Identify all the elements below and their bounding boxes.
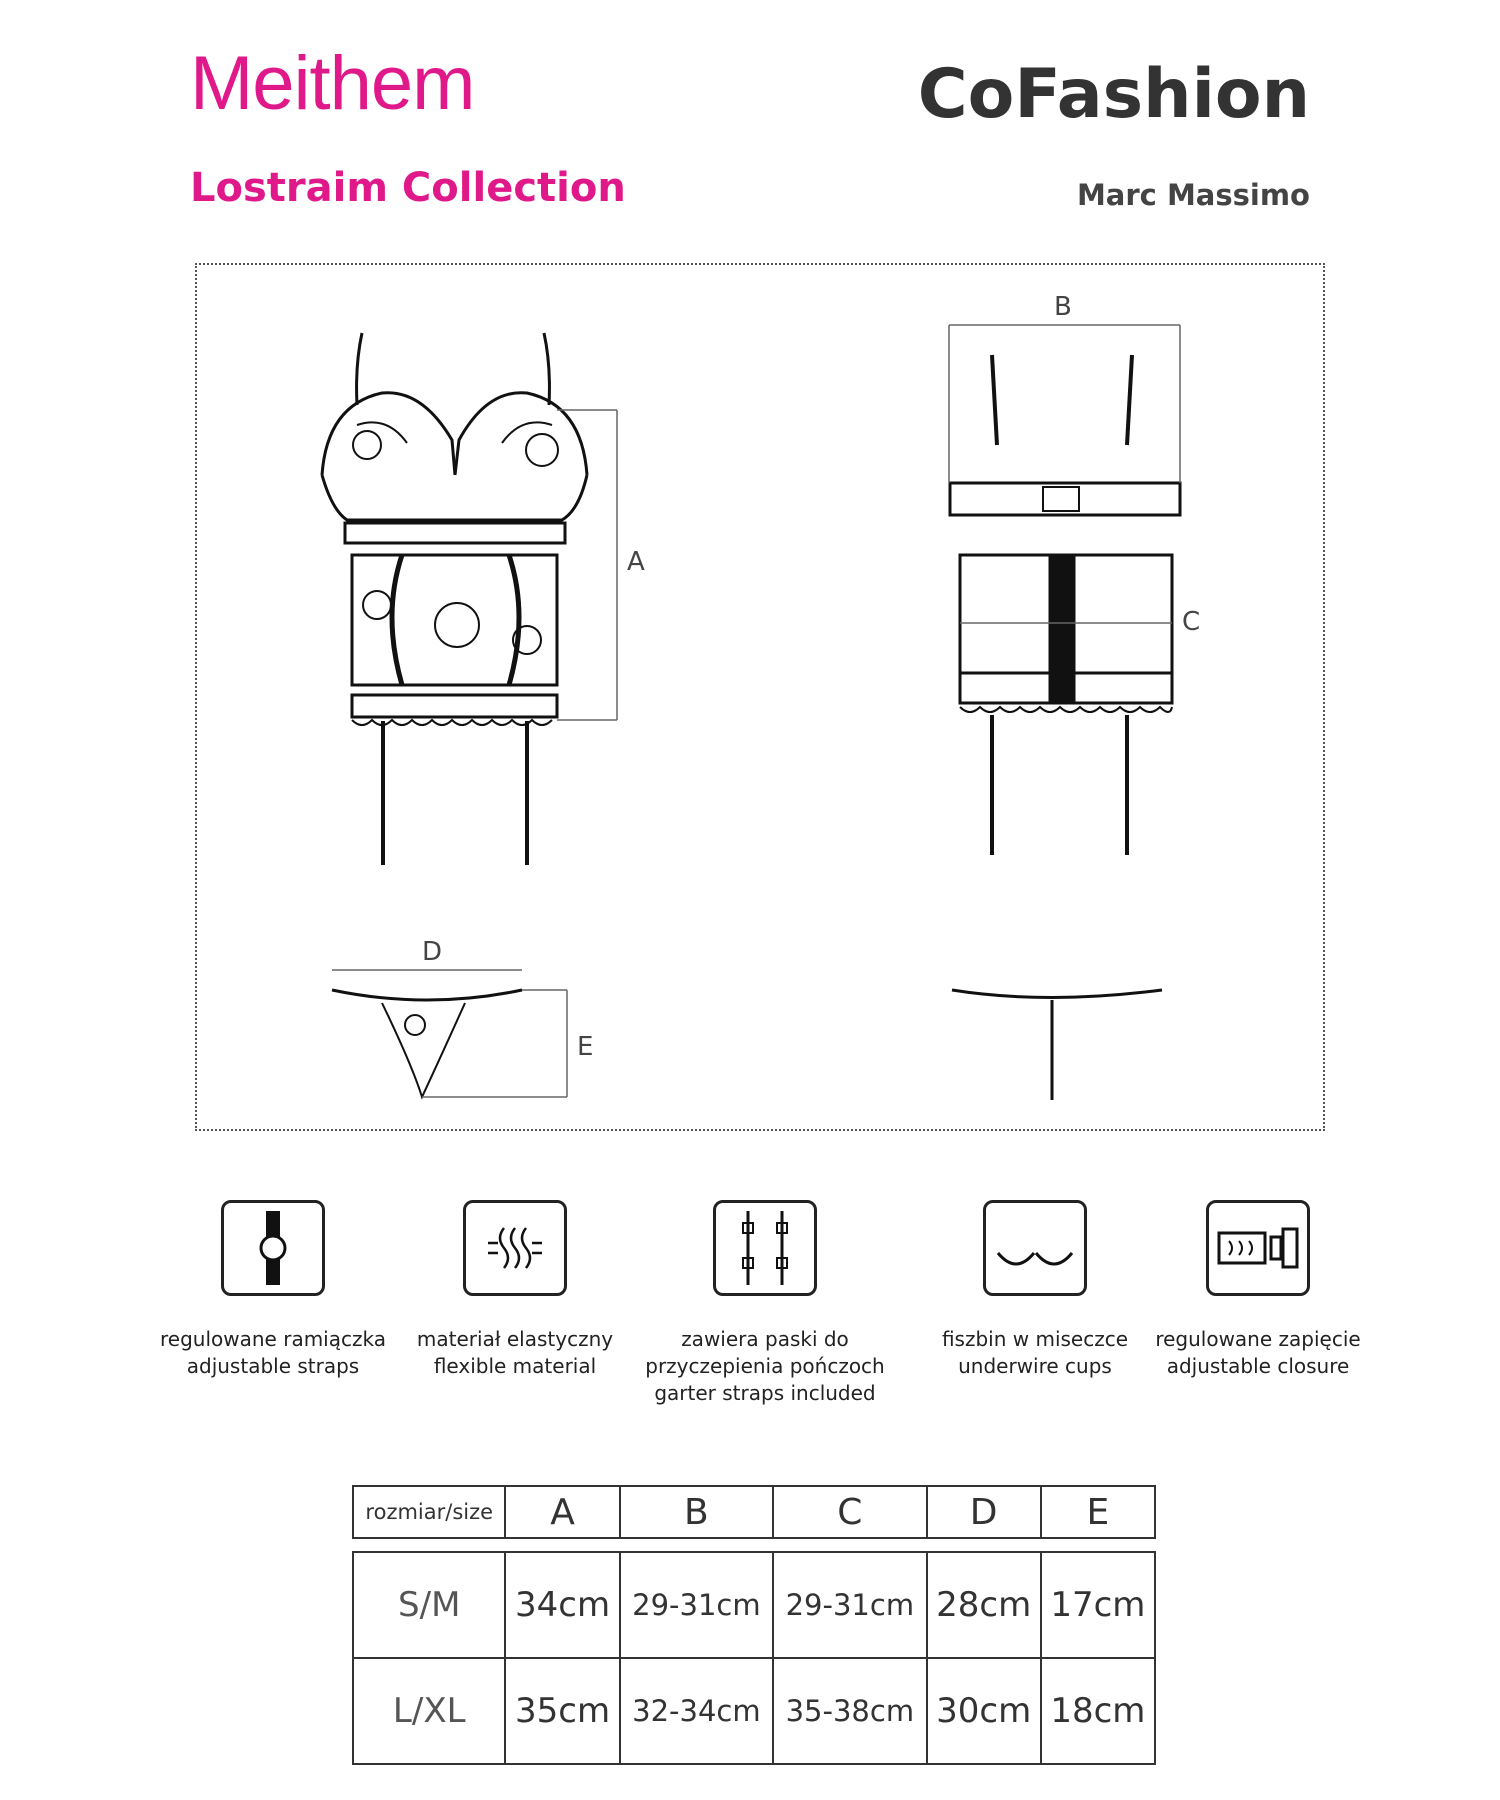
feature-adjustable-closure [1133,1200,1383,1380]
feature-label-en: flexible material [433,1354,597,1378]
size-header-e: E [1041,1486,1155,1538]
bustier-back-drawing [950,355,1180,855]
size-cell: S/M [353,1552,505,1658]
feature-label-en: adjustable straps [186,1354,360,1378]
thong-front-drawing [332,990,522,1097]
feature-label-pl: fiszbin w miseczce [941,1327,1129,1351]
dimension-a-marker [557,410,617,720]
garter-straps-icon [713,1200,817,1296]
measure-cell: 35-38cm [773,1658,926,1764]
feature-label-pl: materiał elastyczny [416,1327,614,1351]
size-header-c: C [773,1486,926,1538]
feature-label-pl-1: zawiera paski do [681,1327,849,1351]
size-header-b: B [620,1486,773,1538]
dimension-label-b: B [1054,292,1072,322]
feature-label-pl: regulowane ramiączka [160,1327,386,1351]
brand-logo-cofashion: CoFashion [917,55,1310,134]
size-header-label: rozmiar/size [353,1486,505,1538]
dimension-label-c: C [1182,607,1201,637]
size-chart-table [352,1485,1156,1765]
brand-logo-meithem: Meithem [190,41,475,126]
dimension-label-d: D [422,937,443,967]
size-chart-header-row [353,1486,1155,1538]
feature-label-en: adjustable closure [1166,1354,1350,1378]
dimension-d-e-markers [332,970,567,1097]
underwire-cups-icon [983,1200,1087,1296]
flexible-material-icon [463,1200,567,1296]
measure-cell: 29-31cm [773,1552,926,1658]
size-row-sm [353,1552,1155,1658]
dimension-label-e: E [577,1032,594,1062]
technical-drawing-panel [195,263,1325,1131]
adjustable-closure-icon [1206,1200,1310,1296]
measure-cell: 17cm [1041,1552,1155,1658]
measure-cell: 32-34cm [620,1658,773,1764]
garment-drawing [197,265,1323,1129]
measure-cell: 29-31cm [620,1552,773,1658]
feature-garter-straps [640,1200,890,1407]
collection-title: Lostraim Collection [190,165,626,211]
size-header-d: D [927,1486,1041,1538]
feature-label-pl-2: przyczepienia pończoch [645,1354,885,1378]
adjustable-strap-icon [221,1200,325,1296]
bustier-front-drawing [322,333,587,865]
measure-cell: 30cm [927,1658,1041,1764]
measure-cell: 18cm [1041,1658,1155,1764]
size-cell: L/XL [353,1658,505,1764]
feature-flexible-material [390,1200,640,1380]
measure-cell: 35cm [505,1658,619,1764]
dimension-label-a: A [627,547,645,577]
feature-label-pl: regulowane zapięcie [1155,1327,1361,1351]
measure-cell: 28cm [927,1552,1041,1658]
designer-name: Marc Massimo [1076,178,1310,212]
feature-underwire-cups [910,1200,1160,1380]
feature-adjustable-straps [148,1200,398,1380]
size-row-lxl [353,1658,1155,1764]
feature-label-en: garter straps included [654,1381,876,1405]
feature-label-en: underwire cups [958,1354,1112,1378]
thong-back-drawing [952,990,1162,1100]
measure-cell: 34cm [505,1552,619,1658]
size-header-a: A [505,1486,619,1538]
